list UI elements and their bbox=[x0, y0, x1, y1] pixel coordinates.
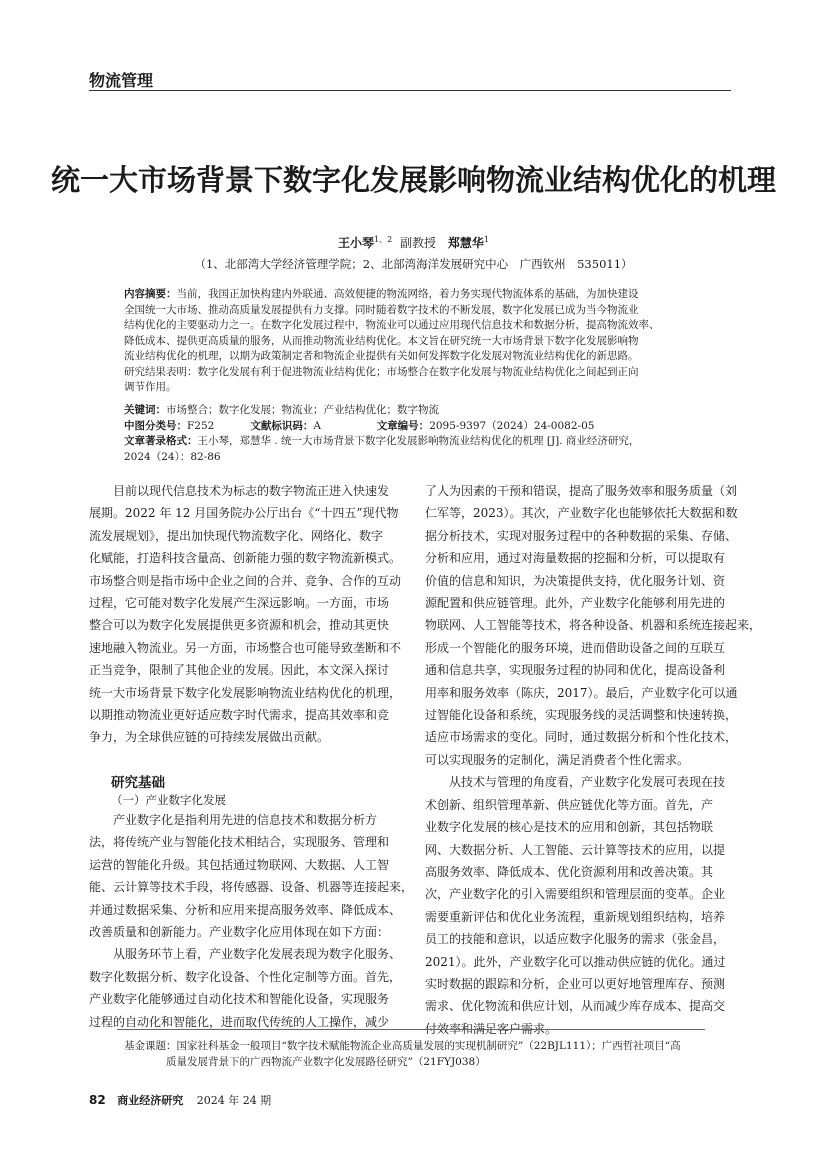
body-line: 通和信息共享，实现服务过程的协同和优化，提高设备利 bbox=[425, 663, 726, 678]
author-line bbox=[0, 234, 827, 251]
body-line: 从技术与管理的角度看，产业数字化发展可表现在技 bbox=[449, 775, 726, 790]
body-line: 过程，它可能对数字化发展产生深远影响。一方面，市场 bbox=[89, 596, 390, 611]
body-line: 过程的自动化和智能化，进而取代传统的人工操作，减少 bbox=[89, 1014, 390, 1029]
body-line: 2021）。此外，产业数字化可以推动供应链的优化。通过 bbox=[425, 954, 726, 969]
author-1-title: 副教授 bbox=[400, 236, 437, 250]
author-2-name: 郑慧华 bbox=[447, 236, 484, 250]
abstract-label: 内容摘要： bbox=[124, 288, 177, 300]
doc-code-value: A bbox=[313, 419, 321, 432]
header-rule bbox=[89, 90, 731, 91]
author-1-affil-mark: 1、2 bbox=[374, 235, 393, 244]
funding-footnote bbox=[124, 1038, 724, 1070]
body-line: 了人为因素的干预和错误，提高了服务效率和服务质量（刘 bbox=[425, 484, 738, 498]
section-heading: 研究基础 bbox=[111, 774, 165, 791]
body-line: 据分析技术，实现对服务过程中的各种数据的采集、存储、 bbox=[425, 528, 738, 543]
article-meta bbox=[124, 403, 700, 465]
body-line: 适应市场需求的变化。同时，通过数据分析和个性化技术， bbox=[425, 730, 738, 745]
keywords: 市场整合；数字化发展；物流业；产业结构优化；数字物流 bbox=[166, 404, 439, 416]
body-line: 员工的技能和意识，以适应数字化服务的需求（张金昌， bbox=[425, 932, 726, 947]
body-line: 速地融入物流业。另一方面，市场整合也可能导致垄断和不 bbox=[89, 640, 402, 655]
body-line: 数字化数据分析、数字化设备、个性化定制等方面。首先， bbox=[89, 969, 402, 984]
body-line: 源配置和供应链管理。此外，产业数字化能够利用先进的 bbox=[425, 596, 726, 611]
body-line: 以期推动物流业更好适应数字时代需求，提高其效率和竞 bbox=[89, 708, 390, 723]
classification-row: 中图分类号：F252 文献标识码：A 文章编号：2095-9397（2024）24-0082-05 bbox=[124, 419, 700, 435]
right-column bbox=[425, 480, 762, 1040]
body-line: 产业数字化能够通过自动化技术和智能化设备，实现服务 bbox=[89, 992, 390, 1007]
body-line: 争力，为全球供应链的可持续发展做出贡献。 bbox=[89, 730, 330, 745]
citation-row: 文章著录格式：王小琴，郑慧华 . 统一大市场背景下数字化发展影响物流业结构优化的机理 [J]. 商业经济研究， bbox=[124, 435, 640, 447]
body-line: 整合可以为数字化发展提供更多资源和机会，推动其更快 bbox=[89, 618, 390, 633]
body-line: 正当竞争，限制了其他企业的发展。因此，本文深入探讨 bbox=[89, 663, 390, 678]
body-line: 改善质量和创新能力。产业数字化应用体现在如下方面： bbox=[89, 924, 390, 939]
footnote-rule bbox=[117, 1029, 705, 1030]
page-footer bbox=[89, 1092, 271, 1108]
body-line: 过智能化设备和系统，实现服务线的灵活调整和快速转换， bbox=[425, 708, 738, 723]
body-line: 统一大市场背景下数字化发展影响物流业结构优化的机理， bbox=[89, 685, 402, 700]
body-line: 目前以现代信息技术为标志的数字物流正进入快速发 bbox=[113, 484, 390, 498]
section-tag: 物流管理 bbox=[89, 71, 154, 90]
footnote-line: 基金课题：国家社科基金一般项目“数字技术赋能物流企业高质量发展的实现机制研究”（22BJL111）；广西哲社项目“高 bbox=[124, 1040, 681, 1052]
body-line: 用率和服务效率（陈庆，2017）。最后，产业数字化可以通 bbox=[425, 685, 738, 700]
abstract-line: 内容摘要：当前，我国正加快构建内外联通、高效便捷的物流网络，着力务实现代物流体系的基础，为加快建设 bbox=[124, 288, 639, 300]
keywords-row: 关键词：市场整合；数字化发展；物流业；产业结构优化；数字物流 bbox=[124, 404, 439, 416]
abstract-line: 全国统一大市场、推动高质量发展提供有力支撑。同时随着数字技术的不断发展，数字化发展已成为当今物流业 bbox=[124, 303, 639, 316]
body-line: 展期。2022 年 12 月国务院办公厅出台《“十四五”现代物 bbox=[89, 506, 399, 521]
abstract-line: 流业结构优化的机理，以期为政策制定者和物流企业提供有关如何发挥数字化发展对物流业结构优化的新思路。 bbox=[124, 350, 639, 362]
citation-row-2: 2024（24）：82-86 bbox=[124, 450, 221, 463]
abstract bbox=[124, 287, 700, 396]
abstract-line: 研究结果表明：数字化发展有利于促进物流业结构优化；市场整合在数字化发展与物流业结构优化之间起到正向 bbox=[124, 365, 639, 378]
left-column bbox=[89, 480, 414, 1033]
journal-name: 商业经济研究 bbox=[117, 1094, 184, 1107]
body-line: 需求、优化物流和供应计划，从而减少库存成本、提高交 bbox=[425, 999, 726, 1014]
body-line: 物联网、人工智能等技术，将各种设备、机器和系统连接起来， bbox=[425, 618, 762, 633]
body-line: 能、云计算等技术手段，将传感器、设备、机器等连接起来， bbox=[89, 880, 414, 895]
body-line: 运营的智能化升级。其包括通过物联网、大数据、人工智 bbox=[89, 857, 390, 872]
body-line: 化赋能，打造科技含量高、创新能力强的数字物流新模式。 bbox=[89, 551, 402, 566]
subsection-heading: （一）产业数字化发展 bbox=[111, 792, 226, 807]
body-line: 可以实现服务的定制化，满足消费者个性化需求。 bbox=[425, 752, 690, 767]
body-line: 并通过数据采集、分析和应用来提高服务效率、降低成本、 bbox=[89, 902, 402, 917]
abstract-line: 调节作用。 bbox=[124, 381, 177, 393]
body-line: 业数字化发展的核心是技术的应用和创新，其包括物联 bbox=[425, 820, 714, 835]
body-line: 市场整合则是指市场中企业之间的合并、竞争、合作的互动 bbox=[89, 573, 402, 588]
affiliation: （1、北部湾大学经济管理学院；2、北部湾海洋发展研究中心 广西钦州 535011） bbox=[194, 257, 633, 271]
clc-value: F252 bbox=[187, 419, 215, 432]
page-number: 82 bbox=[89, 1093, 106, 1107]
author-2-affil-mark: 1 bbox=[483, 235, 489, 244]
body-line: 实时数据的跟踪和分析，企业可以更好地管理库存、预测 bbox=[425, 976, 726, 991]
body-line: 从服务环节上看，产业数字化发展表现为数字化服务、 bbox=[113, 947, 402, 962]
body-line: 次，产业数字化的引入需要组织和管理层面的变革。企业 bbox=[425, 887, 726, 902]
article-number: 2095-9397（2024）24-0082-05 bbox=[429, 419, 595, 432]
article-title: 统一大市场背景下数字化发展影响物流业结构优化的机理 bbox=[50, 163, 776, 197]
body-line: 付效率和满足客户需求。 bbox=[425, 1021, 558, 1036]
body-line: 法，将传统产业与智能化技术相结合，实现服务、管理和 bbox=[89, 835, 390, 850]
body-line: 价值的信息和知识，为决策提供支持，优化服务计划、资 bbox=[425, 573, 726, 588]
body-line: 高服务效率、降低成本、优化资源利用和改善决策。其 bbox=[425, 864, 714, 879]
body-line: 需要重新评估和优化业务流程，重新规划组织结构，培养 bbox=[425, 909, 726, 924]
body-line: 仁军等，2023）。其次，产业数字化也能够依托大数据和数 bbox=[425, 506, 738, 521]
footnote-line: 质量发展背景下的广西物流产业数字化发展路径研究”（21FYJ038） bbox=[166, 1056, 486, 1068]
body-line: 产业数字化是指利用先进的信息技术和数据分析方 bbox=[113, 812, 378, 827]
citation: 王小琴，郑慧华 . 统一大市场背景下数字化发展影响物流业结构优化的机理 [J]. 商业经济研究， bbox=[197, 435, 640, 447]
body-line: 分析和应用，通过对海量数据的挖掘和分析，可以提取有 bbox=[425, 551, 726, 566]
abstract-line: 降低成本、提供更高质量的服务，从而推动物流业结构优化。本文旨在研究统一大市场背景下数字化发展影响物 bbox=[124, 334, 639, 347]
author-1-name: 王小琴 bbox=[338, 236, 375, 250]
body-line: 网、大数据分析、人工智能、云计算等技术的应用，以提 bbox=[425, 842, 726, 857]
body-line: 流发展规划》，提出加快现代物流数字化、网络化、数字 bbox=[89, 528, 384, 543]
abstract-line: 结构优化的主要驱动力之一。在数字化发展过程中，物流业可以通过应用现代信息技术和数据分析，提高物流效率、 bbox=[124, 319, 660, 331]
issue-label: 2024 年 24 期 bbox=[196, 1094, 272, 1107]
body-line: 术创新、组织管理革新、供应链优化等方面。首先，产 bbox=[425, 797, 714, 812]
body-line: 形成一个智能化的服务环境，进而借助设备之间的互联互 bbox=[425, 640, 726, 655]
